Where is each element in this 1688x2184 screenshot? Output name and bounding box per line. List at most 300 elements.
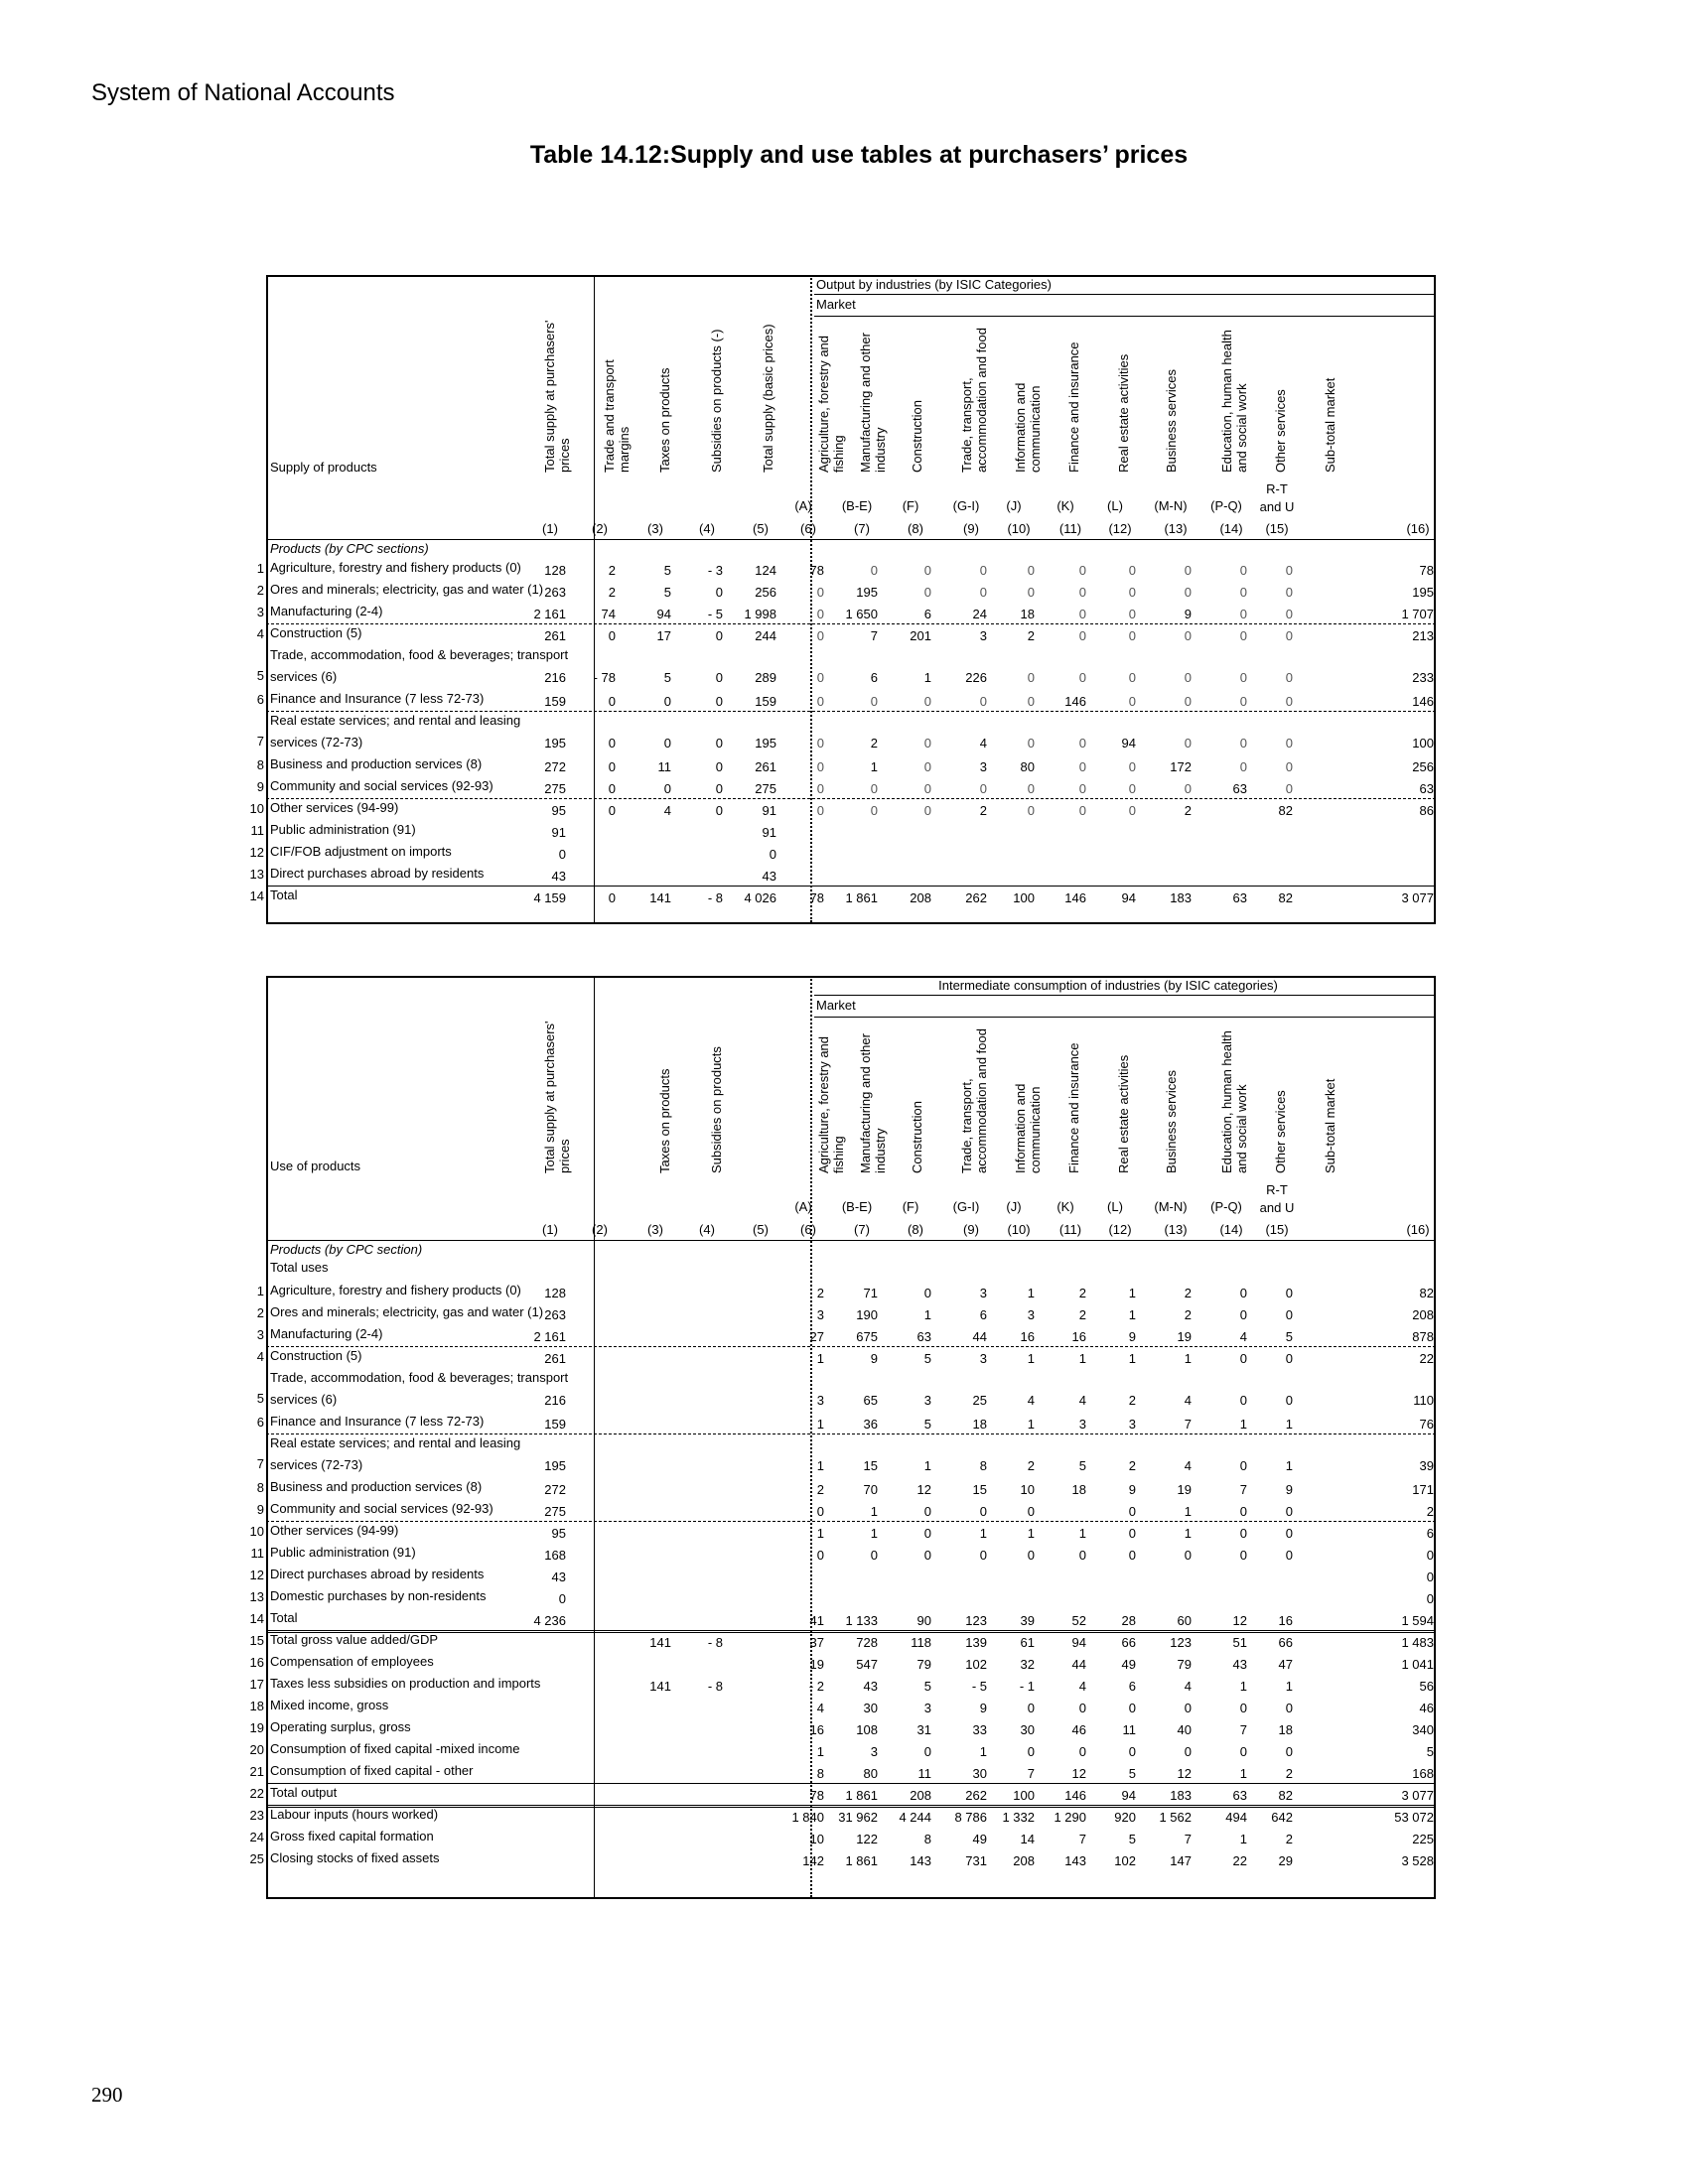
table-cell: 94 bbox=[1121, 736, 1136, 751]
table-row bbox=[234, 1718, 1436, 1740]
table-cell: 0 bbox=[1426, 1591, 1434, 1606]
table-cell: 272 bbox=[544, 759, 566, 774]
row-label: Total gross value added/GDP bbox=[270, 1632, 439, 1647]
table-cell: 2 bbox=[1078, 1286, 1086, 1300]
table-cell: 0 bbox=[608, 890, 616, 905]
table-cell: 46 bbox=[1071, 1722, 1086, 1737]
row-label: Construction (5) bbox=[270, 1348, 362, 1363]
table-cell: 0 bbox=[1128, 607, 1136, 621]
table-cell: 0 bbox=[1239, 1548, 1247, 1563]
table-cell: 44 bbox=[972, 1329, 987, 1344]
table-cell: 0 bbox=[1128, 1526, 1136, 1541]
table-cell: 2 bbox=[1027, 628, 1035, 643]
table-cell: 0 bbox=[816, 781, 824, 796]
corner-label: Supply of products bbox=[270, 460, 377, 475]
row-label: Other services (94-99) bbox=[270, 1523, 399, 1538]
row-number: 7 bbox=[256, 734, 264, 749]
table-cell: 6 bbox=[923, 607, 931, 621]
table-cell: 0 bbox=[715, 585, 723, 600]
table-cell: 0 bbox=[1128, 628, 1136, 643]
table-cell: 0 bbox=[1078, 1744, 1086, 1759]
table-cell: 94 bbox=[656, 607, 671, 621]
table-cell: 0 bbox=[1239, 563, 1247, 578]
table-cell: 1 bbox=[1239, 1832, 1247, 1846]
column-header: Total supply at purchasers' prices bbox=[542, 1021, 572, 1173]
column-code: R-T and U bbox=[1259, 1182, 1295, 1215]
column-code: (K) bbox=[1056, 498, 1074, 513]
table-cell: 0 bbox=[816, 607, 824, 621]
table-cell: 675 bbox=[856, 1329, 878, 1344]
table-cell: 47 bbox=[1278, 1657, 1293, 1672]
section-label: Products (by CPC sections) bbox=[270, 541, 429, 556]
table-row bbox=[234, 1325, 1436, 1347]
table-cell: 123 bbox=[1170, 1635, 1192, 1650]
row-label: Public administration (91) bbox=[270, 822, 416, 837]
table-cell: 1 bbox=[1027, 1351, 1035, 1366]
table-cell: 124 bbox=[755, 563, 776, 578]
row-label: Trade, accommodation, food & beverages; transport bbox=[270, 1370, 569, 1385]
table-cell: 0 bbox=[1285, 694, 1293, 709]
table-cell: 0 bbox=[1128, 563, 1136, 578]
table-cell: 43 bbox=[762, 869, 776, 884]
row-label: Agriculture, forestry and fishery products (0) bbox=[270, 560, 521, 575]
table-cell: 82 bbox=[1278, 1788, 1293, 1803]
table-cell: 100 bbox=[1412, 736, 1434, 751]
column-number: (12) bbox=[1108, 1222, 1132, 1237]
table-cell: 80 bbox=[863, 1766, 878, 1781]
row-number: 6 bbox=[256, 692, 264, 707]
table-cell: 275 bbox=[544, 1504, 566, 1519]
table-cell: 63 bbox=[916, 1329, 931, 1344]
column-header: Trade, transport, accommodation and food bbox=[959, 328, 989, 473]
column-number: (10) bbox=[1007, 1222, 1031, 1237]
table-cell: 5 bbox=[1285, 1329, 1293, 1344]
table-cell: 195 bbox=[544, 736, 566, 751]
table-cell: 1 861 bbox=[845, 1788, 878, 1803]
row-label: Real estate services; and rental and leasing bbox=[270, 713, 521, 728]
table-cell: 0 bbox=[1027, 1548, 1035, 1563]
table-cell: 3 077 bbox=[1401, 890, 1434, 905]
table-cell: 51 bbox=[1232, 1635, 1247, 1650]
table-cell: 3 528 bbox=[1401, 1853, 1434, 1868]
table-cell: 1 bbox=[979, 1526, 987, 1541]
row-number: 10 bbox=[249, 801, 264, 816]
table-cell: 0 bbox=[923, 803, 931, 818]
table-cell: 128 bbox=[544, 563, 566, 578]
table-cell: 7 bbox=[1184, 1832, 1192, 1846]
table-cell: 0 bbox=[1128, 1504, 1136, 1519]
table-cell: 30 bbox=[972, 1766, 987, 1781]
table-cell: 3 077 bbox=[1401, 1788, 1434, 1803]
table-cell: 4 bbox=[1078, 1679, 1086, 1694]
table-cell: 78 bbox=[809, 890, 824, 905]
row-number: 9 bbox=[256, 1502, 264, 1517]
table-row bbox=[234, 624, 1436, 646]
row-label-continued: services (72-73) bbox=[270, 1457, 363, 1472]
table-cell: 2 bbox=[1128, 1393, 1136, 1408]
table-cell: 70 bbox=[863, 1482, 878, 1497]
table-cell: 244 bbox=[755, 628, 776, 643]
table-row bbox=[234, 1653, 1436, 1675]
row-number: 16 bbox=[249, 1655, 264, 1670]
table-cell: 0 bbox=[870, 803, 878, 818]
table-cell: 0 bbox=[1027, 1504, 1035, 1519]
table-cell: 30 bbox=[863, 1701, 878, 1715]
table-cell: 0 bbox=[1285, 1526, 1293, 1541]
table-cell: 0 bbox=[1239, 1701, 1247, 1715]
table-row bbox=[234, 1303, 1436, 1325]
table-cell: 3 bbox=[870, 1744, 878, 1759]
table-cell: 6 bbox=[1128, 1679, 1136, 1694]
row-label: Construction (5) bbox=[270, 625, 362, 640]
column-header: Subsidies on products (-) bbox=[709, 329, 724, 473]
table-cell: 36 bbox=[863, 1417, 878, 1432]
table-cell: 7 bbox=[1078, 1832, 1086, 1846]
table-cell: 0 bbox=[1239, 1286, 1247, 1300]
column-number: (1) bbox=[542, 1222, 558, 1237]
table-cell: 1 332 bbox=[1002, 1810, 1035, 1825]
table-cell: 0 bbox=[979, 585, 987, 600]
table-cell: 0 bbox=[1027, 1744, 1035, 1759]
table-cell: 0 bbox=[1285, 670, 1293, 685]
table-cell: 123 bbox=[965, 1613, 987, 1628]
row-number: 21 bbox=[249, 1764, 264, 1779]
table-cell: 0 bbox=[1239, 628, 1247, 643]
column-header: Taxes on products bbox=[657, 367, 672, 473]
row-number: 17 bbox=[249, 1677, 264, 1692]
table-cell: 0 bbox=[870, 563, 878, 578]
row-number: 1 bbox=[256, 1284, 264, 1298]
table-cell: 1 bbox=[1027, 1526, 1035, 1541]
table-cell: 2 bbox=[1285, 1832, 1293, 1846]
table-cell: 0 bbox=[1078, 563, 1086, 578]
table-cell: 1 bbox=[870, 759, 878, 774]
table-row bbox=[234, 1478, 1436, 1500]
table-cell: 1 bbox=[816, 1526, 824, 1541]
table-cell: 0 bbox=[1285, 1307, 1293, 1322]
column-code: (A) bbox=[794, 1199, 812, 1214]
column-number: (14) bbox=[1219, 1222, 1243, 1237]
table-cell: 0 bbox=[923, 736, 931, 751]
table-cell: 0 bbox=[923, 694, 931, 709]
use-table bbox=[234, 976, 1436, 1899]
table-cell: 142 bbox=[802, 1853, 824, 1868]
table-cell: 3 bbox=[979, 628, 987, 643]
table-cell: 0 bbox=[1027, 736, 1035, 751]
table-cell: 213 bbox=[1412, 628, 1434, 643]
table-row bbox=[234, 865, 1436, 887]
table-cell: 2 bbox=[608, 585, 616, 600]
column-number: (1) bbox=[542, 521, 558, 536]
table-cell: 4 159 bbox=[533, 890, 566, 905]
table-cell: 1 483 bbox=[1401, 1635, 1434, 1650]
table-cell: 1 bbox=[1078, 1526, 1086, 1541]
table-cell: 0 bbox=[1239, 1307, 1247, 1322]
table-cell: - 2 bbox=[808, 1679, 824, 1694]
table-cell: 159 bbox=[544, 1417, 566, 1432]
column-header: Education, human health and social work bbox=[1219, 1030, 1249, 1173]
table-cell: 0 bbox=[1285, 1286, 1293, 1300]
column-header: Subsidies on products bbox=[709, 1046, 724, 1173]
table-cell: 56 bbox=[1419, 1679, 1434, 1694]
table-cell: 0 bbox=[923, 1286, 931, 1300]
table-cell: 1 bbox=[816, 1417, 824, 1432]
column-number: (11) bbox=[1058, 1222, 1082, 1237]
row-label: Domestic purchases by non-residents bbox=[270, 1588, 487, 1603]
table-cell: - 1 bbox=[1019, 1679, 1035, 1694]
table-cell: 5 bbox=[1426, 1744, 1434, 1759]
group-header-market: Market bbox=[816, 297, 856, 312]
table-cell: 0 bbox=[608, 694, 616, 709]
table-row bbox=[234, 1762, 1436, 1784]
table-cell: 0 bbox=[816, 670, 824, 685]
table-cell: 4 bbox=[1078, 1393, 1086, 1408]
column-header: Real estate activities bbox=[1116, 1054, 1131, 1173]
table-cell: 1 bbox=[816, 1744, 824, 1759]
running-header: System of National Accounts bbox=[91, 79, 395, 106]
row-label: Agriculture, forestry and fishery products (0) bbox=[270, 1283, 521, 1297]
table-cell: 82 bbox=[1278, 803, 1293, 818]
table-cell: 0 bbox=[1239, 585, 1247, 600]
table-cell: 94 bbox=[1071, 1635, 1086, 1650]
row-label: Closing stocks of fixed assets bbox=[270, 1850, 440, 1865]
table-cell: 78 bbox=[1419, 563, 1434, 578]
table-cell: - 8 bbox=[707, 1635, 723, 1650]
table-cell: 0 bbox=[870, 781, 878, 796]
table-cell: 10 bbox=[1020, 1482, 1035, 1497]
table-cell: 146 bbox=[1064, 694, 1086, 709]
table-cell: 208 bbox=[910, 1788, 931, 1803]
column-code: (K) bbox=[1056, 1199, 1074, 1214]
table-cell: 8 bbox=[816, 1766, 824, 1781]
table-cell: 1 133 bbox=[845, 1613, 878, 1628]
table-cell: 8 bbox=[923, 1832, 931, 1846]
column-header: Manufacturing and other industry bbox=[858, 1033, 888, 1173]
table-cell: 0 bbox=[1078, 736, 1086, 751]
table-cell: 0 bbox=[1285, 1744, 1293, 1759]
table-cell: 39 bbox=[1419, 1458, 1434, 1473]
table-cell: 17 bbox=[656, 628, 671, 643]
column-number: (9) bbox=[963, 521, 979, 536]
table-cell: 159 bbox=[544, 694, 566, 709]
table-cell: 8 786 bbox=[954, 1810, 987, 1825]
column-number: (16) bbox=[1406, 1222, 1430, 1237]
table-cell: 0 bbox=[816, 736, 824, 751]
table-cell: 0 bbox=[1128, 759, 1136, 774]
table-cell: 0 bbox=[608, 781, 616, 796]
table-cell: 95 bbox=[551, 1526, 566, 1541]
table-cell: 0 bbox=[1027, 563, 1035, 578]
table-cell: 63 bbox=[1232, 1788, 1247, 1803]
row-label: Other services (94-99) bbox=[270, 800, 399, 815]
table-cell: 95 bbox=[551, 803, 566, 818]
table-cell: 262 bbox=[965, 1788, 987, 1803]
table-cell: 0 bbox=[923, 1744, 931, 1759]
column-header: Trade and transport margins bbox=[602, 359, 632, 473]
row-label: Ores and minerals; electricity, gas and water (1) bbox=[270, 1304, 544, 1319]
table-cell: 0 bbox=[923, 1504, 931, 1519]
column-number: (9) bbox=[963, 1222, 979, 1237]
row-number: 13 bbox=[249, 867, 264, 882]
row-label: Taxes less subsidies on production and imports bbox=[270, 1676, 541, 1691]
table-cell: 0 bbox=[979, 781, 987, 796]
column-number: (11) bbox=[1058, 521, 1082, 536]
table-cell: 0 bbox=[979, 1548, 987, 1563]
row-label: Total bbox=[270, 887, 298, 902]
table-cell: 340 bbox=[1412, 1722, 1434, 1737]
table-cell: 0 bbox=[816, 803, 824, 818]
table-cell: 1 650 bbox=[845, 607, 878, 621]
table-cell: 60 bbox=[1177, 1613, 1192, 1628]
table-cell: 0 bbox=[1027, 694, 1035, 709]
table-cell: 6 bbox=[870, 670, 878, 685]
row-number: 6 bbox=[256, 1415, 264, 1430]
group-header-output: Output by industries (by ISIC Categories) bbox=[816, 277, 1052, 292]
table-cell: 11 bbox=[917, 1766, 931, 1781]
table-cell: 195 bbox=[856, 585, 878, 600]
column-number: (8) bbox=[908, 521, 923, 536]
table-cell: 63 bbox=[1232, 781, 1247, 796]
row-label: CIF/FOB adjustment on imports bbox=[270, 844, 452, 859]
table-cell: 0 bbox=[816, 585, 824, 600]
table-cell: 76 bbox=[1419, 1417, 1434, 1432]
column-number: (14) bbox=[1219, 521, 1243, 536]
table-cell: 0 bbox=[1239, 736, 1247, 751]
table-row bbox=[234, 603, 1436, 624]
table-cell: 2 bbox=[1128, 1458, 1136, 1473]
table-cell: 0 bbox=[1285, 1701, 1293, 1715]
table-row bbox=[234, 1566, 1436, 1587]
total-uses-label: Total uses bbox=[270, 1260, 329, 1275]
table-cell: 66 bbox=[1121, 1635, 1136, 1650]
table-cell: 208 bbox=[1013, 1853, 1035, 1868]
column-number: (13) bbox=[1164, 521, 1188, 536]
column-code: (A) bbox=[794, 498, 812, 513]
table-cell: 0 bbox=[1285, 759, 1293, 774]
column-code: (B-E) bbox=[841, 498, 873, 513]
table-cell: 216 bbox=[544, 1393, 566, 1408]
table-cell: 0 bbox=[979, 694, 987, 709]
table-cell: 6 bbox=[979, 1307, 987, 1322]
table-cell: 53 072 bbox=[1394, 1810, 1434, 1825]
table-cell: 0 bbox=[979, 1504, 987, 1519]
column-number: (2) bbox=[592, 521, 608, 536]
table-cell: 2 bbox=[1285, 1766, 1293, 1781]
table-cell: 4 bbox=[663, 803, 671, 818]
header-rule bbox=[266, 1240, 1436, 1241]
table-cell: 226 bbox=[965, 670, 987, 685]
table-row bbox=[234, 1631, 1436, 1653]
table-cell: 3 bbox=[1128, 1417, 1136, 1432]
table-cell: 86 bbox=[1419, 803, 1434, 818]
table-cell: 256 bbox=[1412, 759, 1434, 774]
table-cell: 37 bbox=[809, 1635, 824, 1650]
table-cell: 108 bbox=[856, 1722, 878, 1737]
table-cell: 0 bbox=[1078, 670, 1086, 685]
table-row bbox=[234, 799, 1436, 821]
column-header: Sub-total market bbox=[1323, 1078, 1337, 1173]
page-number: 290 bbox=[91, 2083, 123, 2107]
row-number: 5 bbox=[256, 668, 264, 683]
table-cell: 0 bbox=[1128, 1548, 1136, 1563]
table-cell: 0 bbox=[1184, 736, 1192, 751]
table-cell: 0 bbox=[1078, 1548, 1086, 1563]
column-header: Information and communication bbox=[1013, 382, 1043, 473]
table-cell: 46 bbox=[1419, 1701, 1434, 1715]
table-cell: 0 bbox=[1184, 670, 1192, 685]
table-cell: 168 bbox=[1412, 1766, 1434, 1781]
table-row bbox=[234, 1587, 1436, 1609]
table-cell: 0 bbox=[1128, 803, 1136, 818]
table-cell: 0 bbox=[923, 759, 931, 774]
row-label-continued: services (6) bbox=[270, 1392, 338, 1407]
table-cell: 4 bbox=[979, 736, 987, 751]
table-row bbox=[234, 843, 1436, 865]
table-cell: 1 bbox=[816, 1351, 824, 1366]
column-code: (F) bbox=[902, 1199, 919, 1214]
table-cell: 0 bbox=[1078, 759, 1086, 774]
row-number: 13 bbox=[249, 1589, 264, 1604]
table-row bbox=[234, 1828, 1436, 1849]
row-number: 8 bbox=[256, 757, 264, 772]
row-number: 25 bbox=[249, 1851, 264, 1866]
column-number: (4) bbox=[699, 1222, 715, 1237]
table-cell: 9 bbox=[1184, 607, 1192, 621]
table-cell: 3 bbox=[923, 1393, 931, 1408]
table-cell: 0 bbox=[1285, 1504, 1293, 1519]
table-cell: 0 bbox=[715, 781, 723, 796]
table-row bbox=[234, 1347, 1436, 1369]
table-cell: 0 bbox=[1128, 585, 1136, 600]
table-cell: - 8 bbox=[707, 890, 723, 905]
table-cell: 30 bbox=[1020, 1722, 1035, 1737]
table-cell: 16 bbox=[1278, 1613, 1293, 1628]
table-cell: 1 bbox=[923, 1307, 931, 1322]
table-cell: 28 bbox=[1121, 1613, 1136, 1628]
table-cell: 49 bbox=[972, 1832, 987, 1846]
table-cell: 168 bbox=[544, 1548, 566, 1563]
column-code: (J) bbox=[1006, 1199, 1022, 1214]
row-number: 12 bbox=[249, 845, 264, 860]
table-cell: 0 bbox=[816, 694, 824, 709]
column-header: Manufacturing and other industry bbox=[858, 333, 888, 473]
table-cell: 0 bbox=[1426, 1548, 1434, 1563]
table-cell: 208 bbox=[1412, 1307, 1434, 1322]
table-cell: 18 bbox=[1020, 607, 1035, 621]
column-number: (2) bbox=[592, 1222, 608, 1237]
table-cell: 65 bbox=[863, 1393, 878, 1408]
table-cell: 0 bbox=[1239, 1393, 1247, 1408]
table-cell: 22 bbox=[1232, 1853, 1247, 1868]
table-cell: 0 bbox=[608, 736, 616, 751]
supply-table bbox=[234, 275, 1436, 924]
table-cell: 3 bbox=[979, 1286, 987, 1300]
table-cell: 2 161 bbox=[533, 607, 566, 621]
row-label-continued: services (6) bbox=[270, 669, 338, 684]
column-number: (7) bbox=[854, 1222, 870, 1237]
table-cell: 0 bbox=[1027, 670, 1035, 685]
table-cell: 0 bbox=[1184, 694, 1192, 709]
table-cell: 79 bbox=[916, 1657, 931, 1672]
table-cell: 8 bbox=[979, 1458, 987, 1473]
table-cell: 25 bbox=[972, 1393, 987, 1408]
group-header-market: Market bbox=[816, 998, 856, 1013]
row-label: Consumption of fixed capital -mixed income bbox=[270, 1741, 520, 1756]
column-header: Agriculture, forestry and fishing bbox=[816, 335, 846, 473]
row-label: Finance and Insurance (7 less 72-73) bbox=[270, 1414, 485, 1429]
column-header: Total supply at purchasers' prices bbox=[542, 320, 572, 473]
row-label: Direct purchases abroad by residents bbox=[270, 866, 485, 881]
